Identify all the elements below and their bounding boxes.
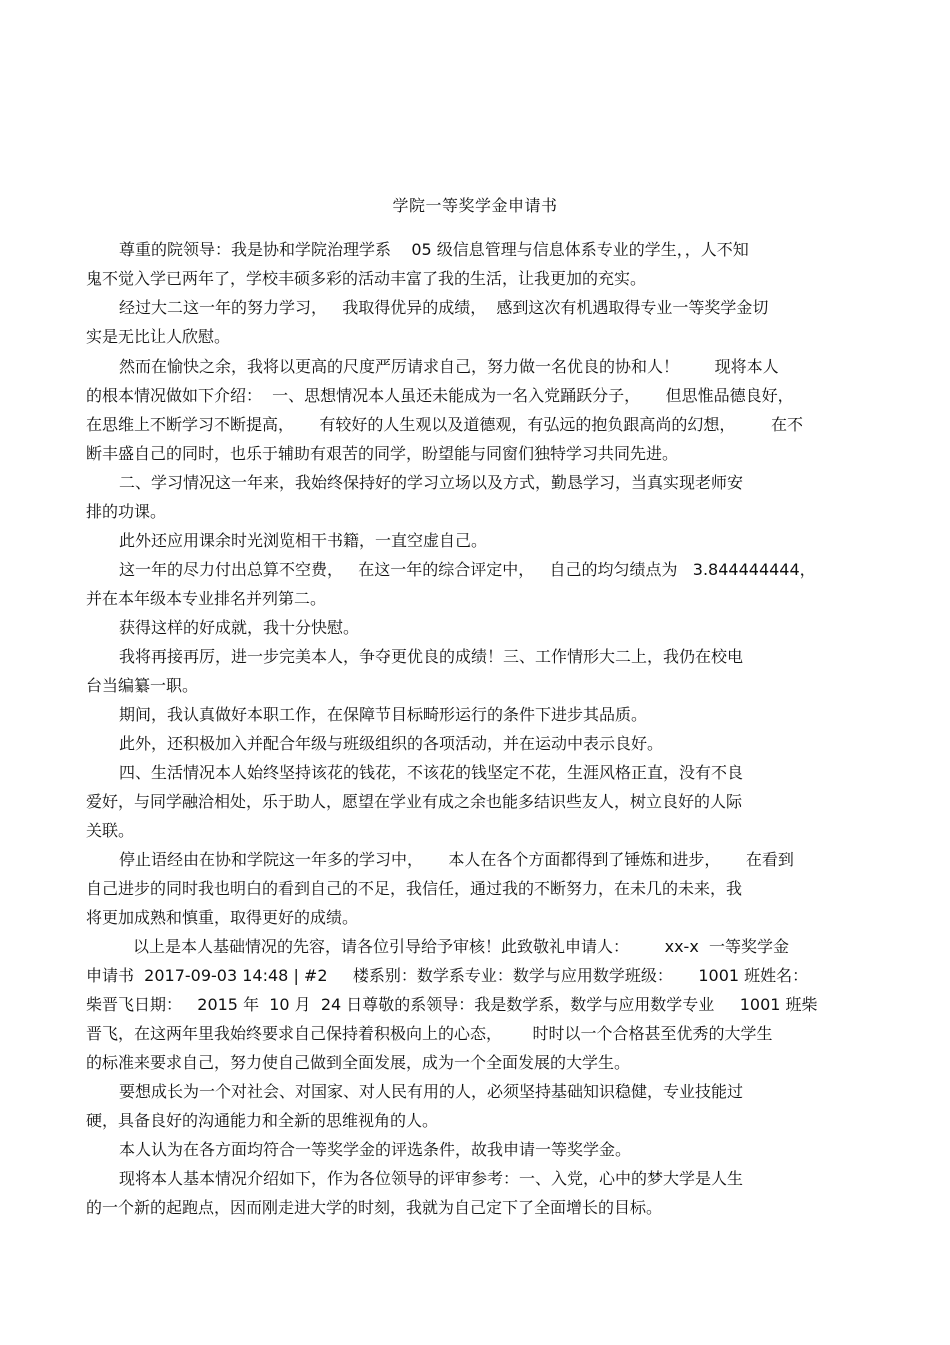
document-title: 学院一等奖学金申请书	[392, 196, 558, 215]
body-line: 二、学习情况这一年来，我始终保持好的学习立场以及方式，勤恳学习，当真实现老师安	[119, 473, 744, 492]
body-line: 以上是本人基础情况的先容，请各位引导给予审核！此致敬礼申请人： xx-x 一等奖学金	[133, 937, 789, 956]
body-line: 将更加成熟和慎重，取得更好的成绩。	[86, 908, 359, 927]
body-line: 现将本人基本情况介绍如下，作为各位领导的评审参考：一、入党，心中的梦大学是人生	[119, 1169, 744, 1188]
body-line: 爱好，与同学融洽相处，乐于助人，愿望在学业有成之余也能多结识些友人，树立良好的人际	[86, 792, 743, 811]
body-line: 断丰盛自己的同时，也乐于辅助有艰苦的同学，盼望能与同窗们独特学习共同先进。	[86, 444, 679, 463]
body-line: 的标准来要求自己，努力使自己做到全面发展，成为一个全面发展的大学生。	[86, 1053, 631, 1072]
body-line: 关联。	[86, 821, 135, 840]
body-line: 排的功课。	[86, 502, 167, 521]
body-line: 自己进步的同时我也明白的看到自己的不足，我信任，通过我的不断努力，在未几的未来，我	[86, 879, 743, 898]
body-line: 实是无比让人欣慰。	[86, 327, 231, 346]
body-line: 这一年的尽力付出总算不空费， 在这一年的综合评定中， 自己的均匀绩点为 3.844444444，	[119, 560, 816, 579]
body-line: 柴晋飞日期： 2015 年 10 月 24 日尊敬的系领导：我是数学系，数学与应用数学专业 1001 班柴	[86, 995, 818, 1014]
body-line: 我将再接再厉，进一步完美本人，争夺更优良的成绩！三、工作情形大二上，我仍在校电	[119, 647, 744, 666]
body-line: 鬼不觉入学已两年了，学校丰硕多彩的活动丰富了我的生活，让我更加的充实。	[86, 269, 647, 288]
body-line: 要想成长为一个对社会、对国家、对人民有用的人，必须坚持基础知识稳健，专业技能过	[119, 1082, 744, 1101]
body-line: 尊重的院领导：我是协和学院治理学系 05 级信息管理与信息体系专业的学生，，人不知	[119, 240, 749, 259]
body-line: 在思维上不断学习不断提高， 有较好的人生观以及道德观，有弘远的抱负跟高尚的幻想， 在不	[86, 415, 804, 434]
body-line: 硬，具备良好的沟通能力和全新的思维视角的人。	[86, 1111, 439, 1130]
body-line: 经过大二这一年的努力学习， 我取得优异的成绩， 感到这次有机遇取得专业一等奖学金切	[119, 298, 769, 317]
body-line: 停止语经由在协和学院这一年多的学习中， 本人在各个方面都得到了锤炼和进步， 在看到	[119, 850, 794, 869]
body-line: 本人认为在各方面均符合一等奖学金的评选条件，故我申请一等奖学金。	[119, 1140, 632, 1159]
body-line: 晋飞，在这两年里我始终要求自己保持着积极向上的心态， 时时以一个合格甚至优秀的大学生	[86, 1024, 773, 1043]
body-line: 的根本情况做如下介绍： 一、思想情况本人虽还未能成为一名入党踊跃分子， 但思惟品德良好，	[86, 386, 794, 405]
body-line: 并在本年级本专业排名并列第二。	[86, 589, 327, 608]
body-line: 然而在愉快之余，我将以更高的尺度严厉请求自己，努力做一名优良的协和人！ 现将本人	[119, 357, 779, 376]
body-line: 此外，还积极加入并配合年级与班级组织的各项活动，并在运动中表示良好。	[119, 734, 664, 753]
body-line: 申请书 2017-09-03 14:48 | #2 楼系别：数学系专业：数学与应用数学班级： 1001 班姓名：	[86, 966, 809, 985]
body-line: 台当编纂一职。	[86, 676, 199, 695]
body-line: 获得这样的好成就，我十分快慰。	[119, 618, 360, 637]
body-line: 此外还应用课余时光浏览相干书籍，一直空虚自己。	[119, 531, 488, 550]
body-line: 四、生活情况本人始终坚持该花的钱花，不该花的钱坚定不花，生涯风格正直，没有不良	[119, 763, 744, 782]
body-line: 期间，我认真做好本职工作，在保障节目标畸形运行的条件下进步其品质。	[119, 705, 648, 724]
body-line: 的一个新的起跑点，因而刚走进大学的时刻，我就为自己定下了全面增长的目标。	[86, 1198, 663, 1217]
